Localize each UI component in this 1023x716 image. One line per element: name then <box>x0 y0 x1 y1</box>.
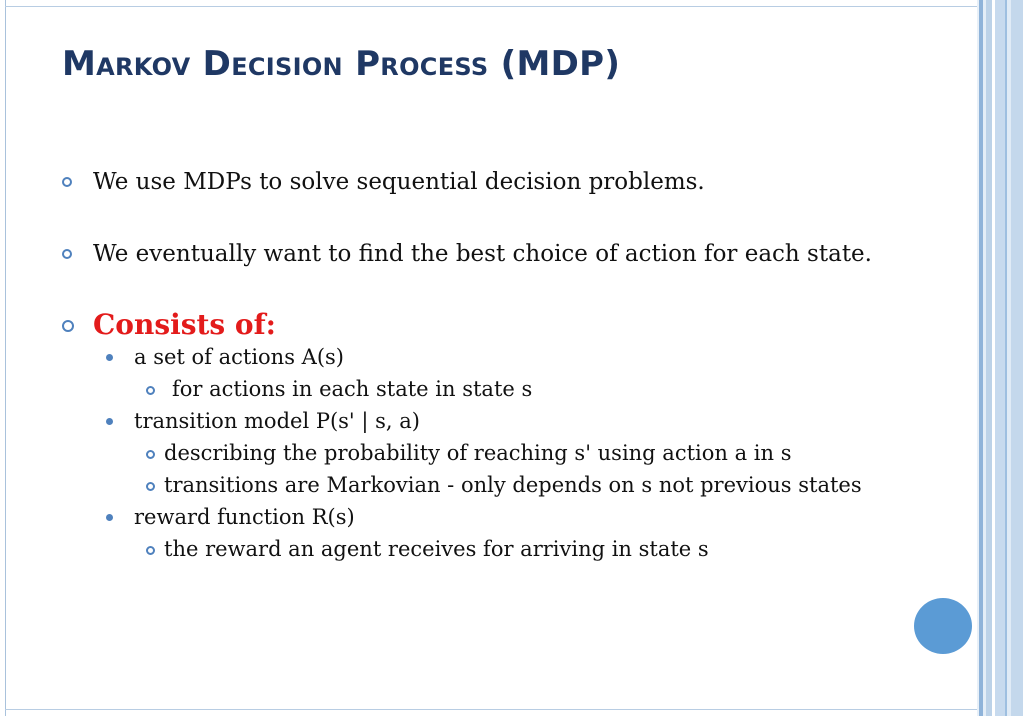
detail-text: describing the probability of reaching s' using action a in s <box>164 441 792 465</box>
ring-bullet-icon <box>146 450 155 459</box>
bullet-text: Consists of: <box>93 308 276 341</box>
component-detail <box>62 472 912 498</box>
detail-text: transitions are Markovian - only depends on s not previous states <box>164 473 862 497</box>
slide-content <box>62 168 912 562</box>
right-decorative-stripes <box>977 0 1023 716</box>
bullet-item-consists <box>62 308 912 342</box>
bullet-text: We use MDPs to solve sequential decision problems. <box>93 169 705 195</box>
frame-line-top <box>5 6 977 7</box>
ring-bullet-icon <box>62 177 72 187</box>
decorative-circle <box>912 596 974 656</box>
dot-bullet-icon <box>106 418 113 425</box>
bullet-item <box>62 240 912 268</box>
bullet-text: We eventually want to find the best choice of action for each state. <box>93 241 872 267</box>
detail-text: for actions in each state in state s <box>172 377 533 401</box>
component-label: a set of actions A(s) <box>134 345 344 369</box>
ring-bullet-icon <box>146 386 155 395</box>
ring-bullet-icon <box>146 482 155 491</box>
detail-text: the reward an agent receives for arriving in state s <box>164 537 709 561</box>
component-label: transition model P(s' | s, a) <box>134 409 420 433</box>
component-detail <box>62 376 912 402</box>
frame-line-bottom <box>5 709 977 710</box>
component-detail <box>62 440 912 466</box>
component-label: reward function R(s) <box>134 505 355 529</box>
ring-bullet-icon <box>146 546 155 555</box>
bullet-item <box>62 168 912 196</box>
dot-bullet-icon <box>106 514 113 521</box>
component-item <box>62 408 912 434</box>
ring-bullet-icon <box>62 320 74 332</box>
dot-bullet-icon <box>106 354 113 361</box>
ring-bullet-icon <box>62 249 72 259</box>
slide-title: Markov Decision Process (MDP) <box>62 44 621 84</box>
component-item <box>62 504 912 530</box>
component-detail <box>62 536 912 562</box>
frame-line-left <box>5 0 6 716</box>
component-item <box>62 344 912 370</box>
